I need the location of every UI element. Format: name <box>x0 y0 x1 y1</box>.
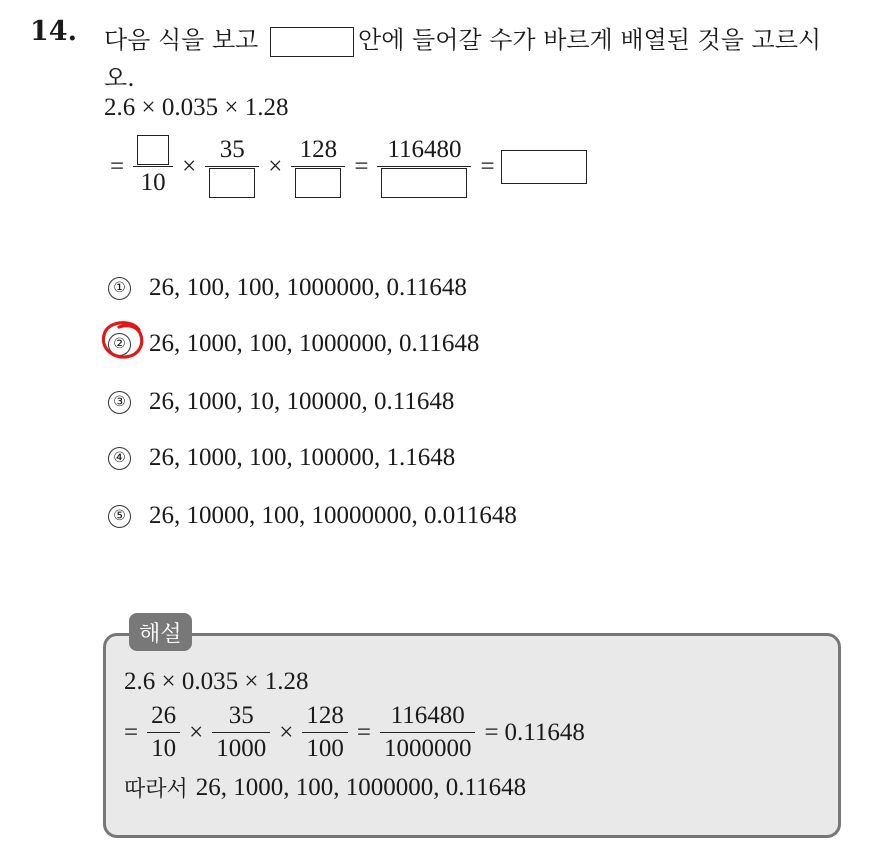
choice-text: 26, 100, 100, 1000000, 0.11648 <box>149 274 467 301</box>
choice-marker: ⑤ <box>108 505 131 528</box>
equals-sign: = <box>124 718 139 746</box>
answer-selection-mark <box>99 318 147 362</box>
choice-5[interactable] <box>108 502 517 530</box>
denominator: 10 <box>151 735 177 762</box>
equals-sign: = <box>356 718 371 746</box>
choice-text: 26, 1000, 100, 100000, 1.1648 <box>149 444 456 471</box>
question-text-line1 <box>104 20 821 57</box>
equals-sign: = <box>484 718 499 746</box>
solution-line1: 2.6 × 0.035 × 1.28 <box>124 668 309 695</box>
numerator: 35 <box>228 702 254 729</box>
conclusion-values: 26, 1000, 100, 1000000, 0.11648 <box>195 773 527 801</box>
solution-fraction-1 <box>147 700 180 765</box>
choice-3[interactable] <box>108 388 454 416</box>
choice-4[interactable] <box>108 444 455 472</box>
denominator-blank <box>209 168 255 198</box>
question-expression: 2.6 × 0.035 × 1.28 <box>104 94 289 121</box>
fraction-2 <box>205 134 259 199</box>
numerator-blank <box>137 135 169 165</box>
numerator: 26 <box>151 702 177 729</box>
fraction-3-num: 128 <box>299 136 338 163</box>
equals-sign: = <box>354 152 369 180</box>
solution-label: 해설 <box>129 613 192 651</box>
choice-marker: ② <box>108 333 131 356</box>
fraction-3 <box>291 134 345 199</box>
choice-marker: ③ <box>108 391 131 414</box>
denominator-blank <box>381 168 467 198</box>
times-sign: × <box>268 152 283 180</box>
conclusion-word: 따라서 <box>124 777 188 802</box>
choice-marker: ① <box>108 277 131 300</box>
times-sign: × <box>182 152 197 180</box>
solution-fraction-4 <box>380 700 476 765</box>
choice-text: 26, 1000, 100, 1000000, 0.11648 <box>149 330 480 357</box>
denominator: 1000 <box>216 735 267 762</box>
times-sign: × <box>279 718 294 746</box>
answer-blank-box <box>270 27 354 57</box>
numerator: 128 <box>306 702 344 729</box>
fraction-2-num: 35 <box>219 136 245 163</box>
question-number: 14. <box>30 16 77 47</box>
question-equation <box>104 134 587 199</box>
equals-sign: = <box>480 152 495 180</box>
denominator-blank <box>295 168 341 198</box>
solution-fraction-3 <box>302 700 348 765</box>
fraction-4 <box>377 134 471 199</box>
choice-text: 26, 1000, 10, 100000, 0.11648 <box>149 388 455 415</box>
numerator: 116480 <box>390 702 465 729</box>
question-text-after: 안에 들어갈 수가 바르게 배열된 것을 고르시 <box>358 26 822 54</box>
denominator: 100 <box>306 735 344 762</box>
choice-marker: ④ <box>108 447 131 470</box>
choice-1[interactable] <box>108 274 467 302</box>
choice-text: 26, 10000, 100, 10000000, 0.011648 <box>149 502 517 529</box>
times-sign: × <box>189 718 204 746</box>
choice-2[interactable] <box>108 330 479 358</box>
equals-sign: = <box>110 152 125 180</box>
solution-equation <box>124 700 585 765</box>
solution-result: 0.11648 <box>504 718 585 746</box>
question-text-line2: 오. <box>104 64 135 92</box>
denominator: 1000000 <box>383 735 472 762</box>
solution-fraction-2 <box>212 700 270 765</box>
fraction-4-num: 116480 <box>387 136 462 163</box>
result-blank <box>501 150 587 184</box>
fraction-1-den: 10 <box>140 169 166 196</box>
fraction-1 <box>133 134 173 199</box>
solution-conclusion <box>124 772 526 803</box>
question-text-before: 다음 식을 보고 <box>104 26 259 54</box>
